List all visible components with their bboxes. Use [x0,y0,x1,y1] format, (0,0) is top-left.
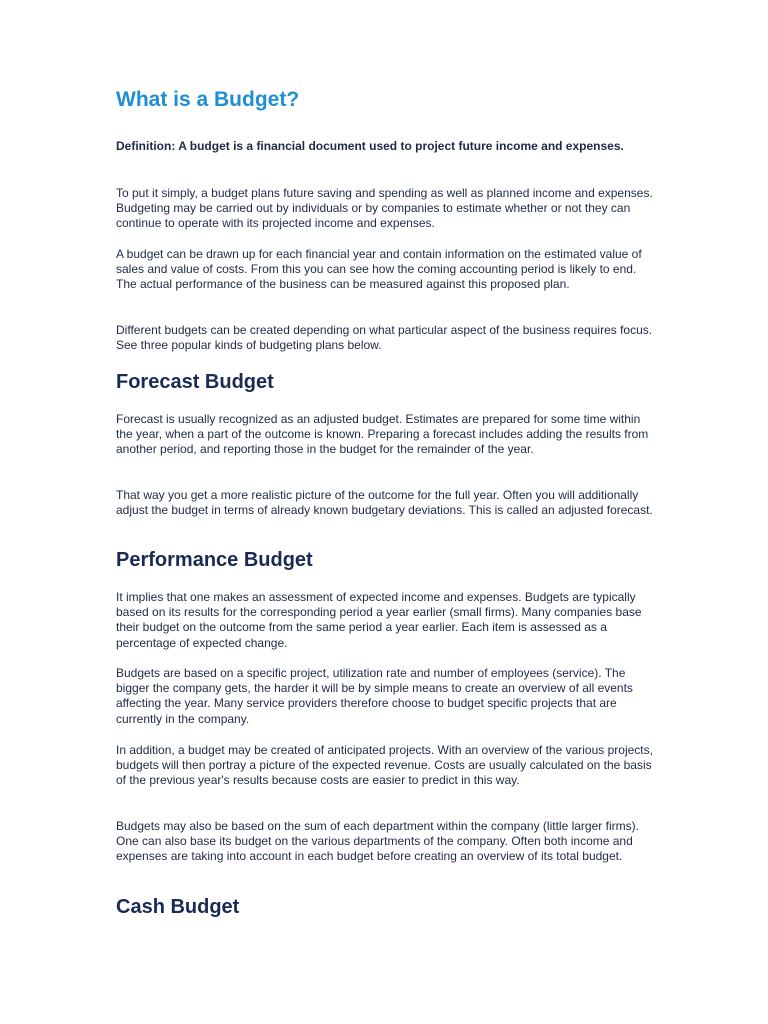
definition: Definition: A budget is a financial document used to project future income and expenses. [116,139,624,153]
forecast-paragraph-2: That way you get a more realistic picture of the outcome for the full year. Often you will additionally adjust the budget in terms of already known budgetary deviations. This is called an adjusted forecast. [116,488,653,518]
page-title: What is a Budget? [116,88,300,111]
forecast-paragraph-1: Forecast is usually recognized as an adjusted budget. Estimates are prepared for some time within the year, when a part of the outcome is known. Preparing a forecast includes adding the results from another period, and reporting those in the budget for the remainder of the year. [116,412,649,457]
intro-paragraph-2: A budget can be drawn up for each financial year and contain information on the estimated value of sales and value of costs. From this you can see how the coming accounting period is likely to end. The actual performance of the business can be measured against this proposed plan. [116,247,642,292]
performance-paragraph-1: It implies that one makes an assessment of expected income and expenses. Budgets are typically based on its results for the corresponding period a year earlier (small firms). Many companies base their budget on the outcome from the same period a year earlier. Each item is assessed as a percentage of expected change. [116,590,642,650]
performance-paragraph-3: In addition, a budget may be created of anticipated projects. With an overview of the various projects, budgets will then portray a picture of the expected revenue. Costs are usually calculated on the basis of the previous year's results because costs are easier to predict in this way. [116,743,653,788]
performance-paragraph-4: Budgets may also be based on the sum of each department within the company (little larger firms). One can also base its budget on the various departments of the company. Often both income and expenses are taking into account in each budget before creating an overview of its total budget. [116,819,639,864]
cash-heading: Cash Budget [116,896,240,918]
forecast-heading: Forecast Budget [116,371,274,393]
intro-paragraph-3: Different budgets can be created depending on what particular aspect of the business requires focus. See three popular kinds of budgeting plans below. [116,323,653,353]
intro-paragraph-1: To put it simply, a budget plans future saving and spending as well as planned income and expenses. Budgeting may be carried out by individuals or by companies to estimate whether or not they can continue to operate with its projected income and expenses. [116,186,653,231]
performance-paragraph-2: Budgets are based on a specific project, utilization rate and number of employees (service). The bigger the company gets, the harder it will be by simple means to create an overview of all events affecting the year. Many service providers therefore choose to budget specific projects that are currently in the company. [116,666,633,726]
performance-heading: Performance Budget [116,549,313,571]
